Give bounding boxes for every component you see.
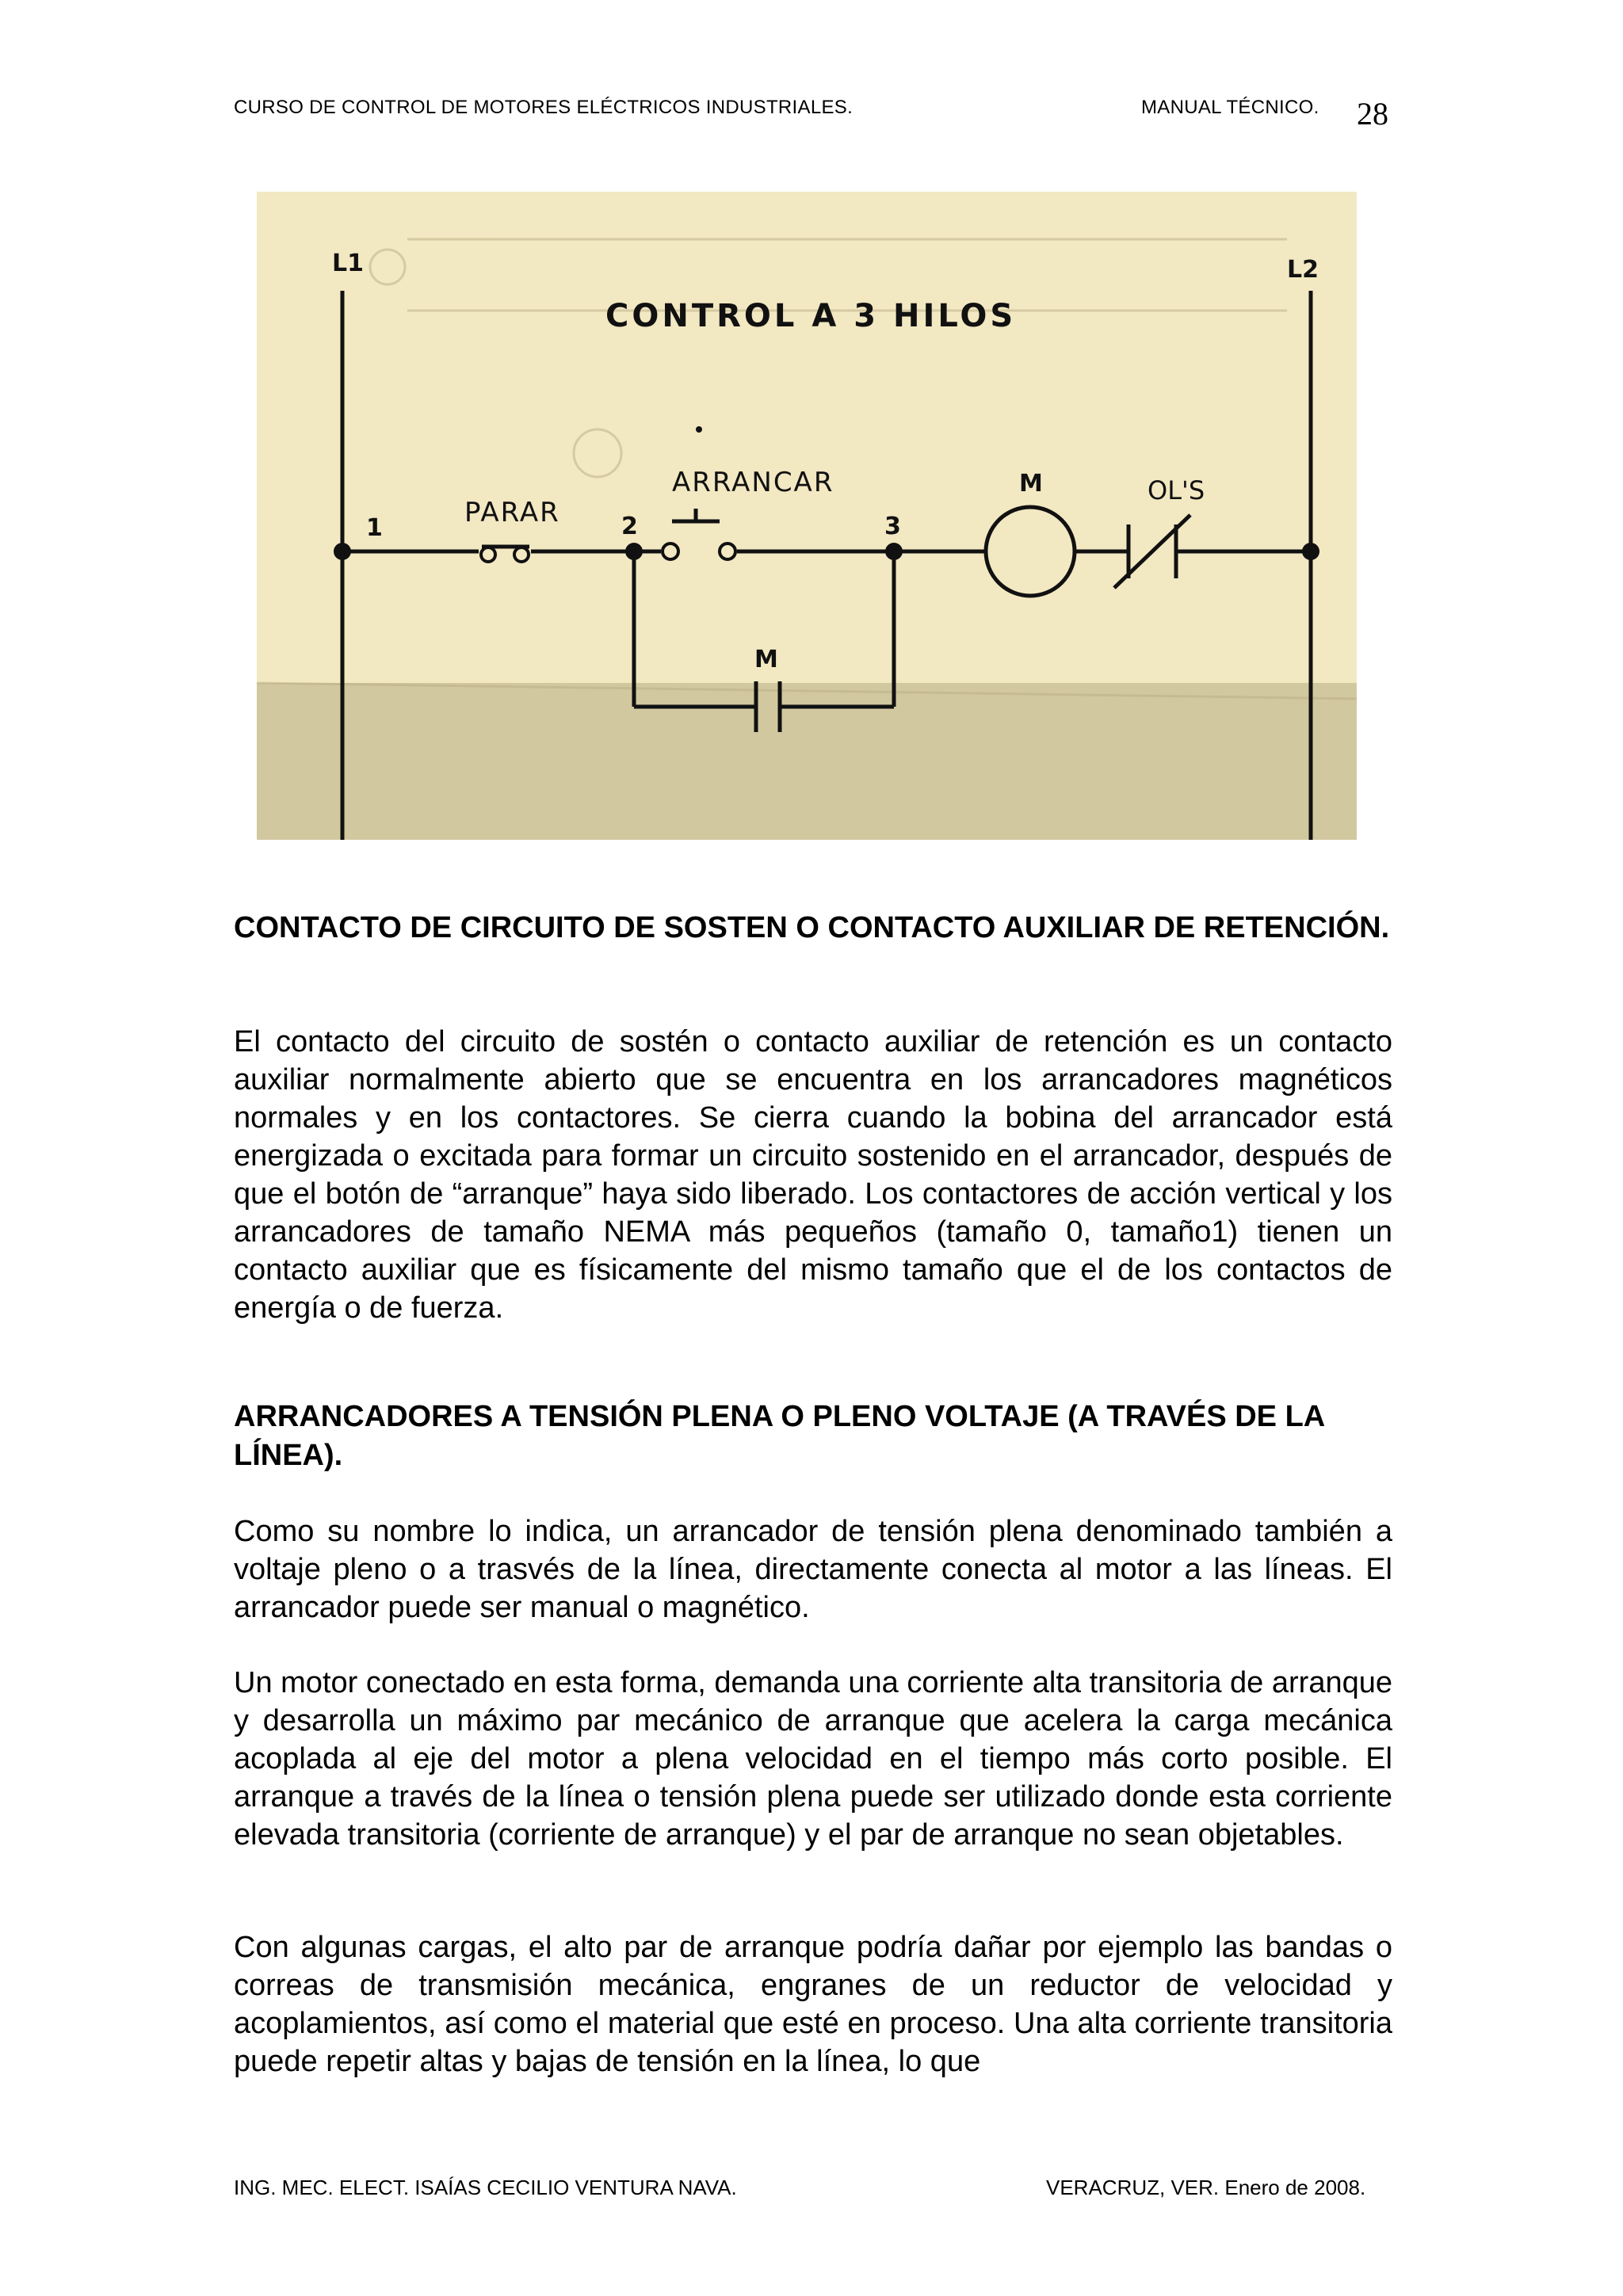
holding-contact-label: M <box>754 646 778 673</box>
start-button-label: ARRANCAR <box>672 467 834 498</box>
footer-author: ING. MEC. ELECT. ISAÍAS CECILIO VENTURA NAVA. <box>234 2176 737 2199</box>
section-heading: ARRANCADORES A TENSIÓN PLENA O PLENO VOLTAJE (A TRAVÉS DE LA LÍNEA). <box>234 1400 1324 1472</box>
paragraph: Con algunas cargas, el alto par de arranque podría dañar por ejemplo las bandas o correas de transmisión mecánica, engranes de un reductor de velocidad y acoplamientos, así como el material que esté en proceso. Una alta corriente transitoria puede repetir altas y bajas de tensión en la línea, lo que <box>234 1931 1392 2078</box>
diagram-title: CONTROL A 3 HILOS <box>605 298 1017 334</box>
line-l1-label: L1 <box>332 250 364 277</box>
node-2-label: 2 <box>621 513 638 540</box>
stop-button-label: PARAR <box>464 497 560 528</box>
line-l2-label: L2 <box>1287 256 1319 284</box>
footer-place-date: VERACRUZ, VER. Enero de 2008. <box>1046 2176 1366 2199</box>
wiring-diagram-figure <box>257 192 1357 840</box>
running-header-title: CURSO DE CONTROL DE MOTORES ELÉCTRICOS INDUSTRIALES. <box>234 97 854 118</box>
paragraph: Un motor conectado en esta forma, demanda una corriente alta transitoria de arranque y desarrolla un máximo par mecánico de arranque que acelera la carga mecánica acoplada al eje del motor a plena velocidad en el tiempo más corto posible. El arranque a través de la línea o tensión plena puede ser utilizado donde esta corriente elevada transitoria (corriente de arranque) y el par de arranque no sean objetables. <box>234 1666 1392 1852</box>
paragraph: Como su nombre lo indica, un arrancador de tensión plena denominado también a voltaje pleno o a trasvés de la línea, directamente conecta al motor a las líneas. El arrancador puede ser manual o magnético. <box>234 1515 1392 1624</box>
page-number: 28 <box>1357 96 1388 132</box>
node-1-label: 1 <box>366 514 383 542</box>
coil-label: M <box>1019 470 1043 498</box>
section-heading: CONTACTO DE CIRCUITO DE SOSTEN O CONTACTO AUXILIAR DE RETENCIÓN. <box>234 911 1390 944</box>
overload-label: OL'S <box>1148 475 1205 505</box>
three-wire-control-diagram <box>257 192 1357 840</box>
running-header-label: MANUAL TÉCNICO. <box>1141 97 1319 118</box>
node-3-label: 3 <box>884 513 901 540</box>
paragraph: El contacto del circuito de sostén o contacto auxiliar de retención es un contacto auxiliar normalmente abierto que se encuentra en los arrancadores magnéticos normales y en los contactores. Se cierra cuando la bobina del arrancador está energizada o excitada para formar un circuito sostenido en el arrancador, después de que el botón de “arranque” haya sido liberado. Los contactores de acción vertical y los arrancadores de tamaño NEMA más pequeños (tamaño 0, tamaño1) tienen un contacto auxiliar que es físicamente del mismo tamaño que el de los contactos de energía o de fuerza. <box>234 1025 1392 1325</box>
